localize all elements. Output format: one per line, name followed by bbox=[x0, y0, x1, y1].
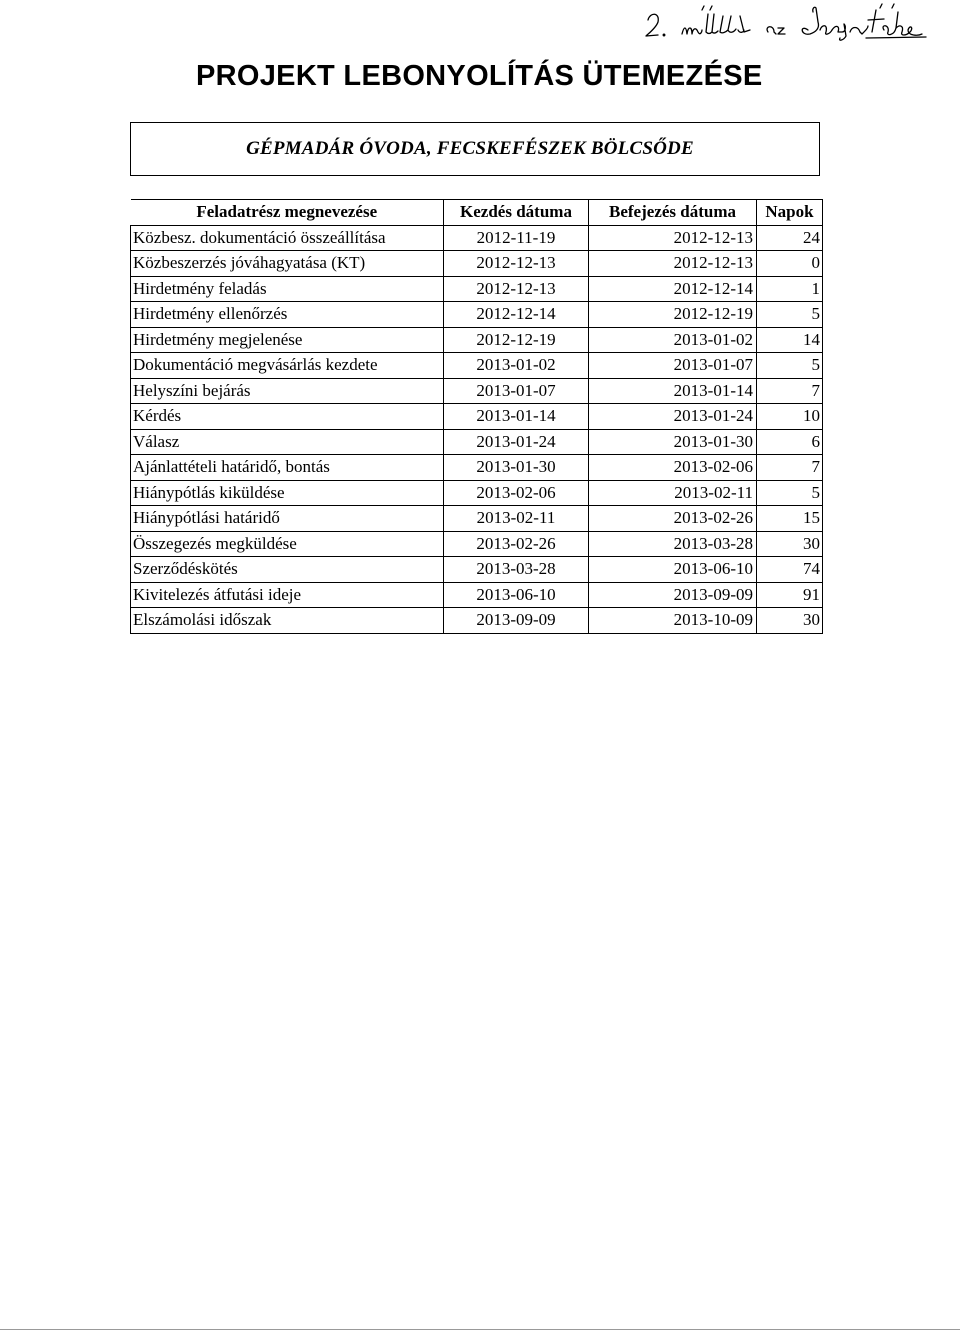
page-title: PROJEKT LEBONYOLÍTÁS ÜTEMEZÉSE bbox=[196, 60, 763, 92]
task-cell: Elszámolási időszak bbox=[131, 608, 444, 634]
end-date-cell: 2013-01-02 bbox=[589, 327, 757, 353]
days-cell: 15 bbox=[757, 506, 823, 532]
start-date-cell: 2012-12-13 bbox=[444, 276, 589, 302]
task-cell: Hiánypótlás kiküldése bbox=[131, 480, 444, 506]
days-cell: 7 bbox=[757, 455, 823, 481]
days-cell: 10 bbox=[757, 404, 823, 430]
start-date-cell: 2012-11-19 bbox=[444, 225, 589, 251]
days-cell: 5 bbox=[757, 302, 823, 328]
table-row bbox=[131, 455, 823, 481]
task-cell: Hirdetmény megjelenése bbox=[131, 327, 444, 353]
days-cell: 0 bbox=[757, 251, 823, 277]
start-date-cell: 2012-12-14 bbox=[444, 302, 589, 328]
table-row bbox=[131, 480, 823, 506]
end-date-cell: 2013-01-30 bbox=[589, 429, 757, 455]
start-date-cell: 2013-02-11 bbox=[444, 506, 589, 532]
end-date-cell: 2012-12-13 bbox=[589, 251, 757, 277]
task-cell: Közbesz. dokumentáció összeállítása bbox=[131, 225, 444, 251]
days-cell: 1 bbox=[757, 276, 823, 302]
start-date-cell: 2013-03-28 bbox=[444, 557, 589, 583]
end-date-cell: 2012-12-14 bbox=[589, 276, 757, 302]
days-cell: 74 bbox=[757, 557, 823, 583]
task-cell: Szerződéskötés bbox=[131, 557, 444, 583]
days-cell: 5 bbox=[757, 353, 823, 379]
days-cell: 30 bbox=[757, 608, 823, 634]
start-date-cell: 2013-01-07 bbox=[444, 378, 589, 404]
schedule-table bbox=[130, 199, 823, 634]
end-date-cell: 2013-02-26 bbox=[589, 506, 757, 532]
days-cell: 7 bbox=[757, 378, 823, 404]
start-date-cell: 2013-02-06 bbox=[444, 480, 589, 506]
table-row bbox=[131, 327, 823, 353]
end-date-cell: 2013-09-09 bbox=[589, 582, 757, 608]
task-cell: Kivitelezés átfutási ideje bbox=[131, 582, 444, 608]
start-date-cell: 2013-06-10 bbox=[444, 582, 589, 608]
task-cell: Hirdetmény ellenőrzés bbox=[131, 302, 444, 328]
table-row bbox=[131, 506, 823, 532]
task-cell: Hirdetmény feladás bbox=[131, 276, 444, 302]
table-row bbox=[131, 225, 823, 251]
end-date-cell: 2013-10-09 bbox=[589, 608, 757, 634]
task-cell: Hiánypótlási határidő bbox=[131, 506, 444, 532]
table-header-row bbox=[131, 200, 823, 226]
page-bottom-edge bbox=[0, 1329, 960, 1330]
header-start-date: Kezdés dátuma bbox=[444, 200, 589, 226]
days-cell: 5 bbox=[757, 480, 823, 506]
handwritten-annotation bbox=[640, 2, 930, 44]
header-task: Feladatrész megnevezése bbox=[131, 200, 444, 226]
task-cell: Ajánlattételi határidő, bontás bbox=[131, 455, 444, 481]
project-name: GÉPMADÁR ÓVODA, FECSKEFÉSZEK BÖLCSŐDE bbox=[246, 138, 694, 159]
end-date-cell: 2013-01-24 bbox=[589, 404, 757, 430]
table-row bbox=[131, 251, 823, 277]
end-date-cell: 2013-02-06 bbox=[589, 455, 757, 481]
end-date-cell: 2013-03-28 bbox=[589, 531, 757, 557]
end-date-cell: 2012-12-13 bbox=[589, 225, 757, 251]
header-days: Napok bbox=[757, 200, 823, 226]
handwritten-signature-icon bbox=[640, 2, 930, 44]
table-row bbox=[131, 608, 823, 634]
task-cell: Közbeszerzés jóváhagyatása (KT) bbox=[131, 251, 444, 277]
table-row bbox=[131, 582, 823, 608]
task-cell: Összegezés megküldése bbox=[131, 531, 444, 557]
project-name-box bbox=[130, 122, 820, 176]
days-cell: 30 bbox=[757, 531, 823, 557]
table-row bbox=[131, 557, 823, 583]
days-cell: 24 bbox=[757, 225, 823, 251]
end-date-cell: 2013-01-14 bbox=[589, 378, 757, 404]
start-date-cell: 2013-01-30 bbox=[444, 455, 589, 481]
start-date-cell: 2013-09-09 bbox=[444, 608, 589, 634]
table-row bbox=[131, 378, 823, 404]
start-date-cell: 2013-02-26 bbox=[444, 531, 589, 557]
days-cell: 91 bbox=[757, 582, 823, 608]
table-row bbox=[131, 302, 823, 328]
task-cell: Dokumentáció megvásárlás kezdete bbox=[131, 353, 444, 379]
end-date-cell: 2013-01-07 bbox=[589, 353, 757, 379]
start-date-cell: 2013-01-02 bbox=[444, 353, 589, 379]
days-cell: 6 bbox=[757, 429, 823, 455]
table-row bbox=[131, 276, 823, 302]
start-date-cell: 2012-12-13 bbox=[444, 251, 589, 277]
end-date-cell: 2012-12-19 bbox=[589, 302, 757, 328]
table-row bbox=[131, 353, 823, 379]
end-date-cell: 2013-02-11 bbox=[589, 480, 757, 506]
end-date-cell: 2013-06-10 bbox=[589, 557, 757, 583]
task-cell: Kérdés bbox=[131, 404, 444, 430]
header-end-date: Befejezés dátuma bbox=[589, 200, 757, 226]
table-row bbox=[131, 404, 823, 430]
task-cell: Válasz bbox=[131, 429, 444, 455]
task-cell: Helyszíni bejárás bbox=[131, 378, 444, 404]
start-date-cell: 2013-01-14 bbox=[444, 404, 589, 430]
days-cell: 14 bbox=[757, 327, 823, 353]
start-date-cell: 2013-01-24 bbox=[444, 429, 589, 455]
start-date-cell: 2012-12-19 bbox=[444, 327, 589, 353]
table-row bbox=[131, 429, 823, 455]
table-row bbox=[131, 531, 823, 557]
